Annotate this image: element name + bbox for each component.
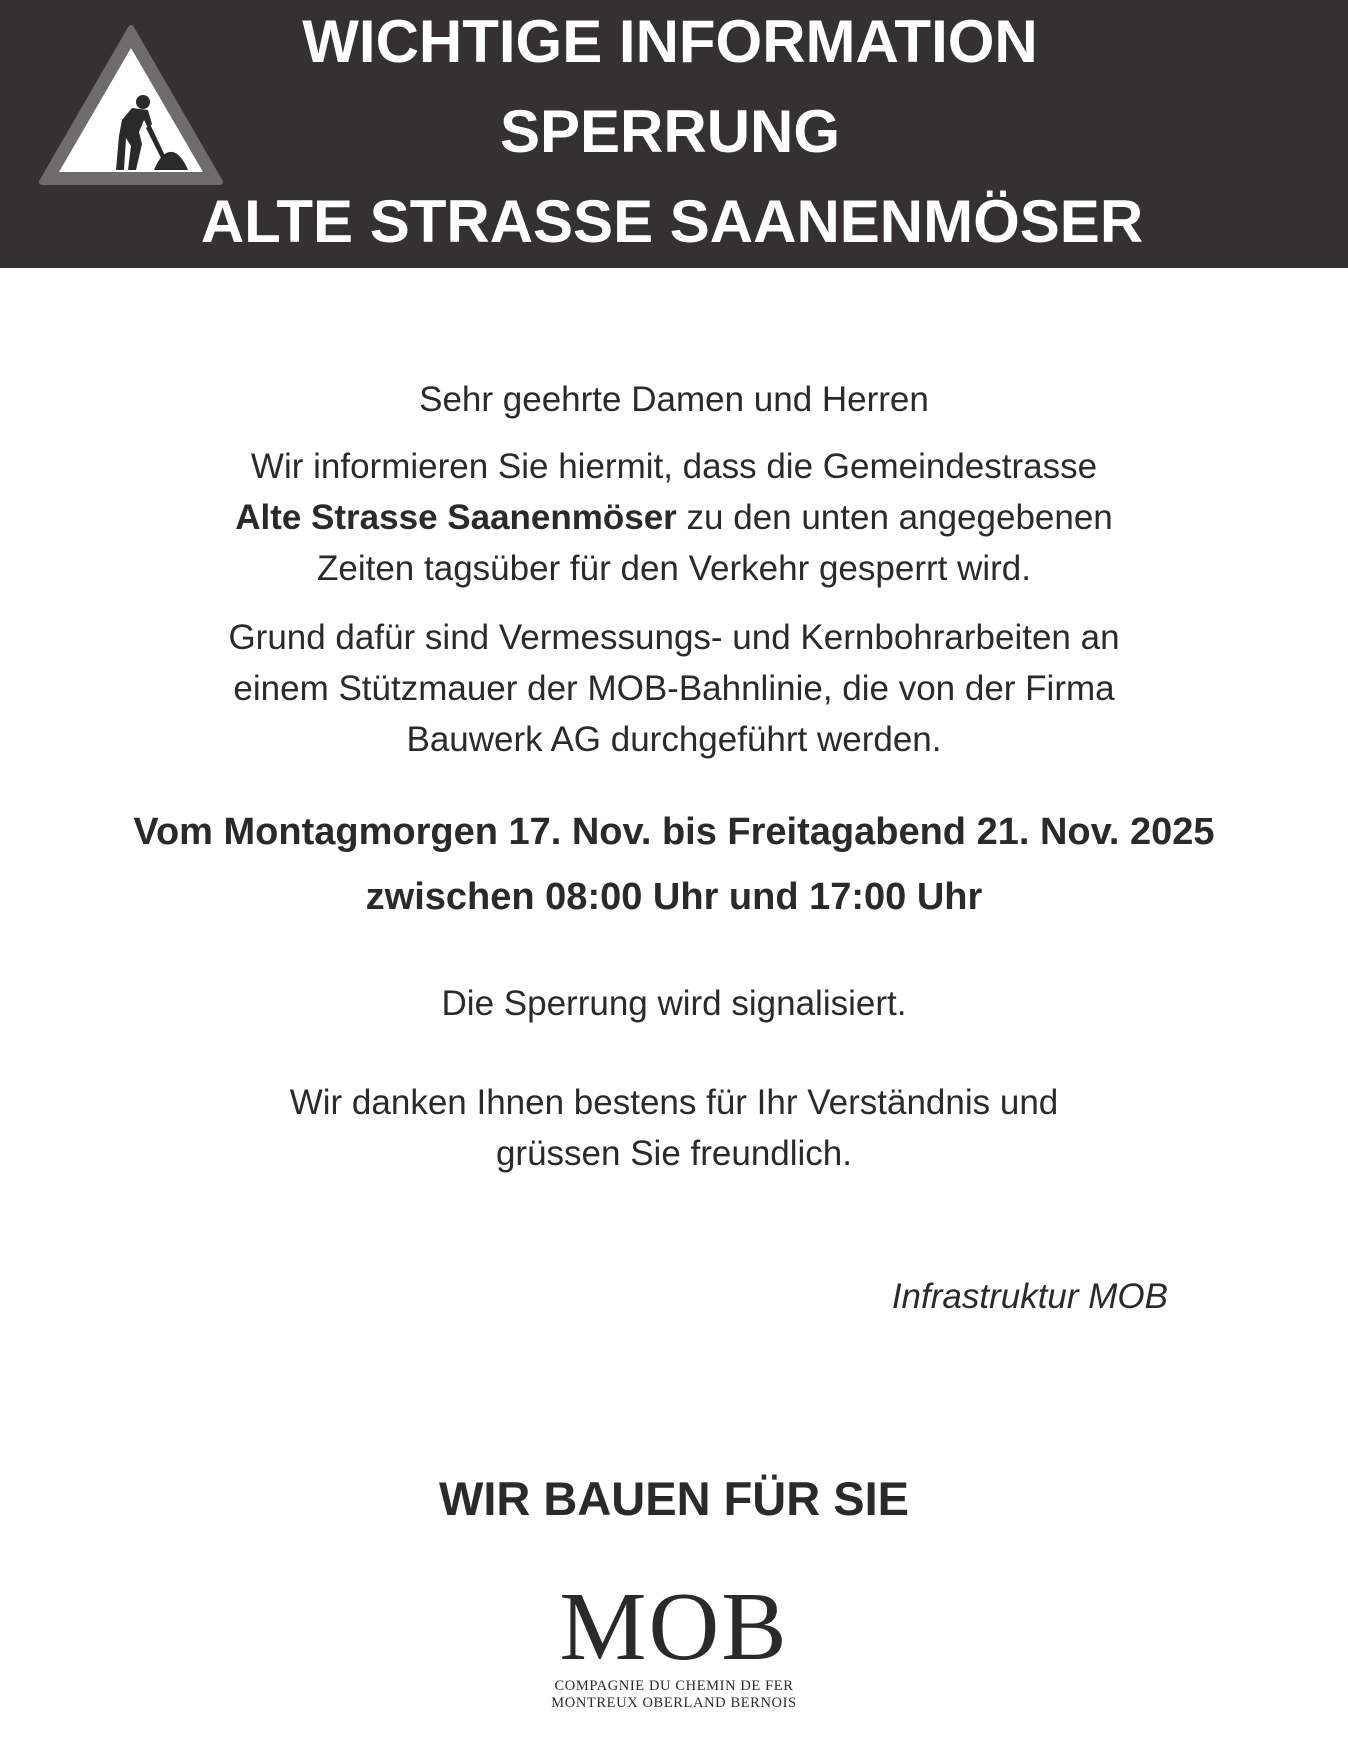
- slogan: WIR BAUEN FÜR SIE: [439, 1472, 909, 1525]
- paragraph-reason: [100, 612, 1248, 765]
- closure-dates: [60, 800, 1288, 930]
- roadworks-warning-icon: [36, 20, 226, 190]
- paragraph-line: Bauwerk AG durchgeführt werden.: [406, 720, 942, 759]
- paragraph-line-rest: zu den unten angegebenen: [676, 498, 1113, 537]
- paragraph-line: einem Stützmauer der MOB-Bahnlinie, die von der Firma: [233, 669, 1115, 708]
- paragraph-closure-info: [100, 441, 1248, 594]
- signature: Infrastruktur MOB: [891, 1277, 1168, 1316]
- logo-subtitle-line2: MONTREUX OBERLAND BERNOIS: [551, 1695, 797, 1711]
- greeting: Sehr geehrte Damen und Herren: [419, 380, 929, 419]
- header-banner: [0, 0, 1348, 268]
- paragraph-line: [100, 492, 1248, 543]
- logo-wordmark: MOB: [559, 1573, 789, 1681]
- paragraph-line: grüssen Sie freundlich.: [495, 1134, 853, 1173]
- header-title-line2: SPERRUNG: [499, 98, 841, 165]
- header-title-line3: ALTE STRASSE SAANENMÖSER: [200, 188, 1144, 255]
- paragraph-line: Wir informieren Sie hiermit, dass die Gemeindestrasse: [250, 447, 1098, 486]
- mob-logo: [0, 1573, 1348, 1712]
- paragraph-line: Wir danken Ihnen bestens für Ihr Verständnis und: [289, 1083, 1059, 1122]
- paragraph-line: Grund dafür sind Vermessungs- und Kernbohrarbeiten an: [228, 618, 1120, 657]
- paragraph-line: Zeiten tagsüber für den Verkehr gesperrt wird.: [317, 549, 1031, 588]
- thanks-paragraph: [100, 1077, 1248, 1179]
- date-range: Vom Montagmorgen 17. Nov. bis Freitagabend 21. Nov. 2025: [133, 811, 1215, 853]
- header-title-line1: WICHTIGE INFORMATION: [302, 8, 1038, 75]
- logo-subtitle-line1: COMPAGNIE DU CHEMIN DE FER: [554, 1678, 794, 1694]
- signal-notice: Die Sperrung wird signalisiert.: [441, 984, 907, 1023]
- time-range: zwischen 08:00 Uhr und 17:00 Uhr: [365, 876, 983, 918]
- street-name: Alte Strasse Saanenmöser: [235, 498, 677, 537]
